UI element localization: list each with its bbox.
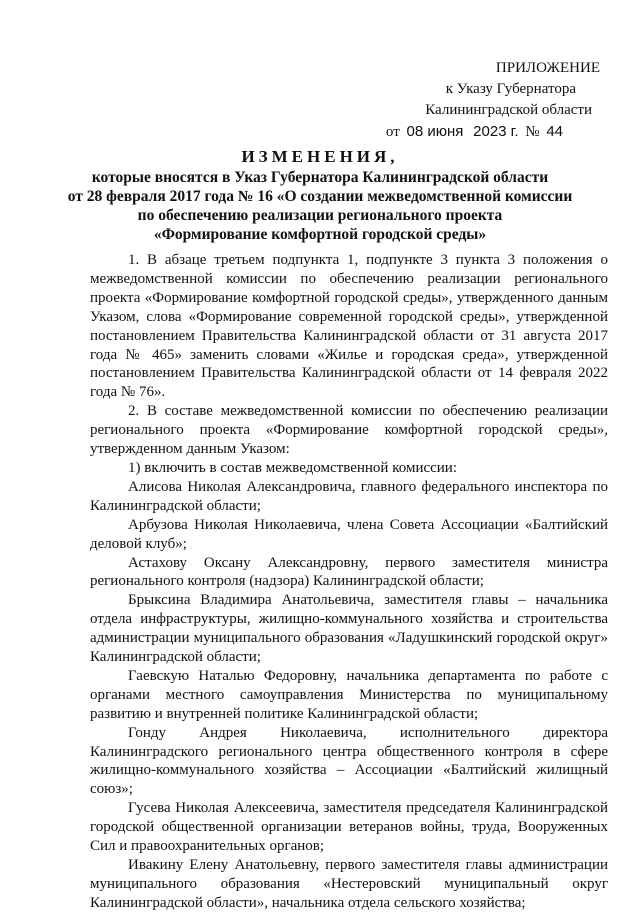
member-entry: Гаевскую Наталью Федоровну, начальника департамента по работе с органами местного самоуправления Министерства по муниципальному развитию и внутренней политике Калининградской области; (90, 667, 608, 722)
appendix-date-line (220, 121, 600, 143)
member-entry: Алисова Николая Александровича, главного федерального инспектора по Калининградской области; (90, 478, 608, 514)
title-heading: ИЗМЕНЕНИЯ, (241, 147, 399, 166)
paragraph: 1) включить в состав межведомственной комиссии: (128, 459, 458, 476)
appendix-decree-ref: к Указу Губернатора (445, 81, 576, 97)
member-entry: Гусева Николая Алексеевича, заместителя председателя Калининградской городской общественной организации ветеранов войны, труда, Вооруженных Сил и правоохранительных органов; (90, 800, 608, 855)
title-line: по обеспечению реализации регионального проекта (137, 207, 503, 224)
date-value: 08 июня (406, 123, 464, 140)
number-sign: № (525, 124, 540, 140)
appendix-header (220, 58, 600, 143)
document-body (90, 251, 608, 913)
appendix-label: ПРИЛОЖЕНИЕ (495, 60, 600, 76)
title-line: «Формирование комфортной городской среды» (153, 226, 487, 243)
title-line: которые вносятся в Указ Губернатора Калининградской области (91, 169, 549, 186)
document-title (0, 146, 640, 244)
date-prefix: от (385, 124, 400, 140)
date-year: 2023 г. (473, 123, 519, 140)
member-entry: Астахову Оксану Александровну, первого заместителя министра регионального контроля (надзора) Калининградской области; (90, 554, 608, 590)
paragraph: 2. В составе межведомственной комиссии по обеспечению реализации регионального проекта «Формирование комфортной городской среды», утвержденном данным Указом: (90, 403, 608, 458)
member-entry: Арбузова Николая Николаевича, члена Совета Ассоциации «Балтийский деловой клуб»; (90, 516, 608, 552)
decree-number: 44 (546, 123, 563, 140)
member-entry: Брыксина Владимира Анатольевича, заместителя главы – начальника отдела инфраструктуры, жилищно-коммунального хозяйства и строительства администрации муниципального образования «Ладушкинский городской округ» Калининградской области; (90, 592, 608, 666)
appendix-region: Калининградской области (425, 102, 592, 118)
title-line: от 28 февраля 2017 года № 16 «О создании межведомственной комиссии (67, 188, 573, 205)
member-entry: Гонду Андрея Николаевича, исполнительного директора Калининградского регионального центра общественного контроля в сфере жилищно-коммунального хозяйства – Ассоциации «Балтийский жилищный союз»; (90, 724, 608, 798)
paragraph: 1. В абзаце третьем подпункта 1, подпункте 3 пункта 3 положения о межведомственной комиссии по обеспечению реализации регионального проекта «Формирование комфортной городской среды», утвержденного данным Указом, слова «Формирование современной городской среды», утвержденной постановлением Правительства Калининградской области от 31 августа 2017 года № 465» заменить словами «Жилье и городская среда», утвержденной постановлением Правительства Калининградской области от 14 февраля 2022 года № 76». (90, 252, 608, 401)
member-entry: Ивакину Елену Анатольевну, первого заместителя главы администрации муниципального образования «Нестеровский муниципальный округ Калининградской области», начальника отдела сельского хозяйства; (90, 857, 608, 911)
